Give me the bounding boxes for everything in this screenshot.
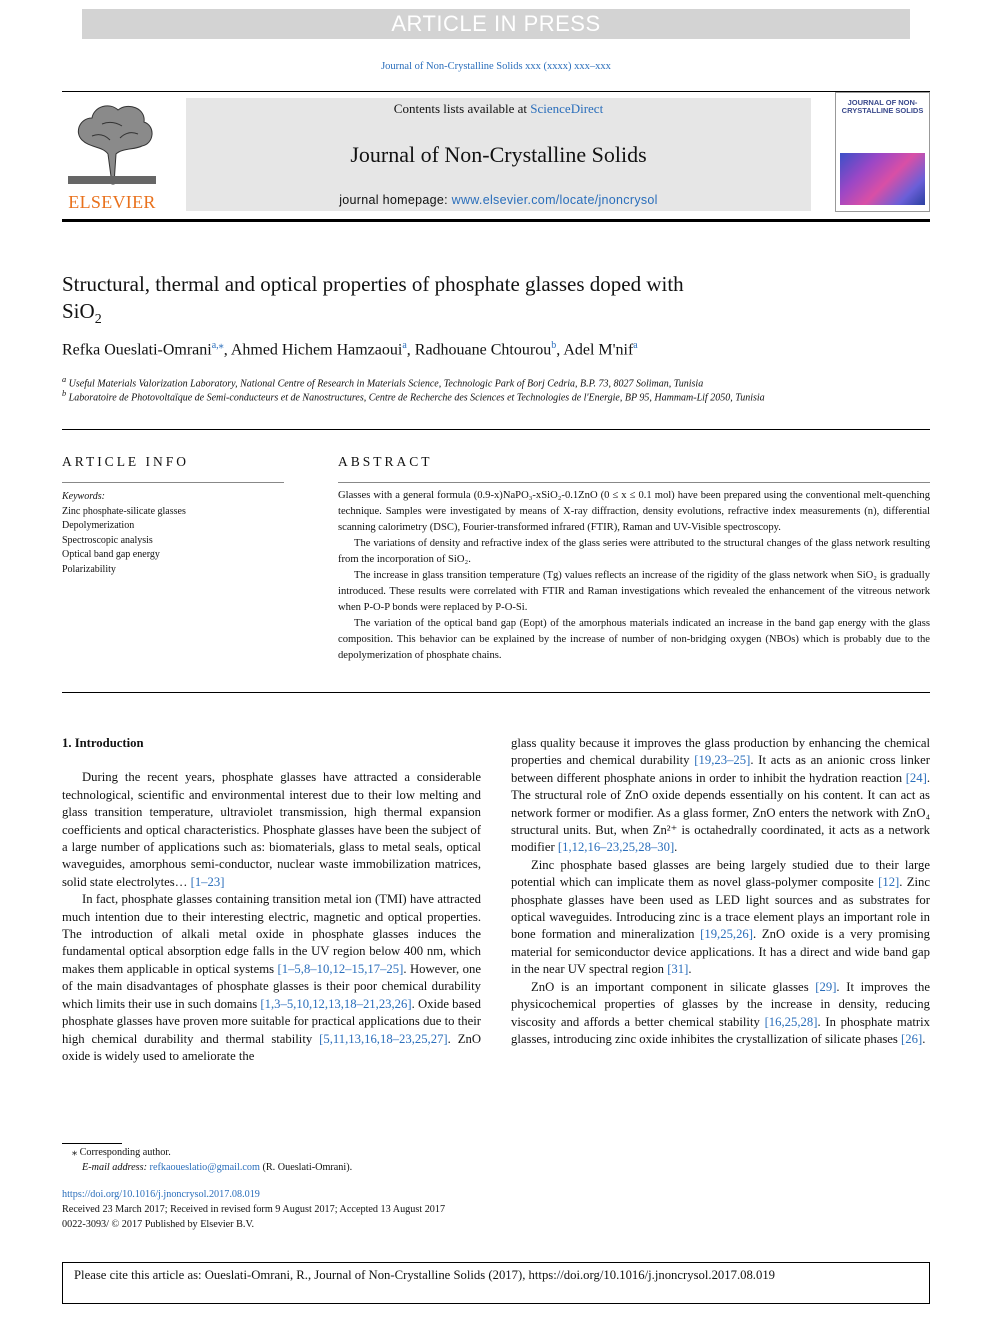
body-text: In fact, phosphate glasses containing transition metal ion (TMI) have attracted much intention due to their interesting electric, magnetic and optical properties. The introduction of alkali metal oxide in phosphate glasses induces the fundamental optical absorption edge falls in the UV region below 400 nm, which makes them applicable in optical systems: [62, 892, 481, 976]
citation-link[interactable]: [19,23–25]: [694, 753, 751, 768]
homepage-prefix: journal homepage:: [339, 193, 452, 207]
author-affiliation-mark[interactable]: a,⁎: [211, 340, 224, 351]
body-text: . However, one of the main disadvantages of phosphate glasses is their poor chemical durability which limits their use in such domains: [62, 961, 481, 1011]
body-text: . In phosphate matrix glasses, introducing zinc oxide inhibites the crystallization of silicate phases: [511, 1014, 930, 1046]
elsevier-publisher-name: ELSEVIER: [68, 192, 156, 212]
corresponding-author-note: ⁎ Corresponding author.: [72, 1147, 171, 1158]
body-text: Zinc phosphate based glasses are being largely studied due to their large potential which can implicate them as novel glass-polymer composite: [511, 857, 930, 890]
copyright-line: 0022-3093/ © 2017 Published by Elsevier B.V.: [62, 1219, 255, 1230]
right-column: [511, 735, 930, 1048]
body-text: . It acts as an anionic cross linker between different phosphate anions in order to inhibit the hydration reaction: [511, 753, 930, 785]
keyword-item: Optical band gap energy: [62, 549, 160, 561]
citation-link[interactable]: [29]: [815, 979, 837, 994]
email-label: E-mail address:: [82, 1162, 150, 1173]
keyword-item: Zinc phosphate-silicate glasses: [62, 505, 186, 517]
abstract-paragraph: The increase in glass transition temperature (Tg) values reflects an increase of the rigidity of the glass network when SiO₂ is gradually introduced. These results were correlated with FTIR and Raman investigations which revealed the enhancement of the vitreous network when P-O-P bonds were replaced by P-O-Si.: [338, 570, 930, 613]
article-title: [62, 271, 930, 333]
author-list: Refka Oueslati-Omrani$^{a,⁎}$, Ahmed Hichem Hamzaoui$^a$, Radhouane Chtourou$^b$, Adel M'nif$^a$: [62, 340, 638, 359]
doi-link[interactable]: https://doi.org/10.1016/j.jnoncrysol.2017.08.019: [62, 1189, 260, 1200]
author-name[interactable]: Refka Oueslati-Omrani: [62, 341, 212, 359]
author-name[interactable]: Adel M'nif: [563, 341, 634, 359]
body-text: . The structural role of ZnO oxide depends essentially on his content. It can act as network former or modifier. As a glass former, ZnO enters the network with ZnO₄ structural units. But, when Zn²⁺ is octahedrally coordinated, it acts as a network modifier: [511, 770, 930, 855]
contents-prefix: Contents lists available at: [393, 101, 531, 116]
citation-link[interactable]: [12]: [878, 875, 900, 890]
journal-reference-link[interactable]: Journal of Non-Crystalline Solids xxx (xxxx) xxx–xxx: [381, 61, 611, 72]
body-text: During the recent years, phosphate glasses have attracted a considerable technological, scientific and environmental interest due to their low melting and glass transition temperature, ultraviolet transmission, high thermal expansion coefficients and optical characteristics. Phosphate glasses have been the subject of a large number of applications such as: biomaterials, glass to metal seals, optical waveguides, amorphous semi-conductor, nuclear waste immobilization matrices, solid state electrolytes…: [62, 770, 481, 889]
abstract-bottom-rule: [62, 692, 930, 693]
title-line-1: Structural, thermal and optical properties of phosphate glasses doped with: [62, 272, 684, 296]
abstract-paragraph: Glasses with a general formula (0.9-x)NaPO₃-xSiO₂-0.1ZnO (0 ≤ x ≤ 0.1 mol) have been prepared using the conventional melt-quenching technique. Samples were investigated by means of X-ray diffraction, density evolutions, refractive index measurements (n), differential scanning calorimetry (DSC), Fourier-transformed infrared (FTIR), Raman and UV-Visible spectroscopy.: [338, 490, 930, 533]
article-info-heading: ARTICLE INFO: [62, 454, 190, 469]
author-name[interactable]: Ahmed Hichem Hamzaoui: [230, 341, 403, 359]
body-text: .: [922, 1031, 926, 1046]
body-text: . It improves the physicochemical properties of glasses by the increase in density, reducing viscosity and affords a better chemical stability: [511, 979, 930, 1029]
affiliation-bottom-rule: [62, 429, 930, 430]
body-paragraph: [511, 857, 930, 979]
author-affiliation-mark[interactable]: a: [633, 340, 638, 351]
citation-link[interactable]: [16,25,28]: [764, 1014, 818, 1029]
section-heading-introduction: 1. Introduction: [62, 736, 144, 750]
journal-homepage-link[interactable]: www.elsevier.com/locate/jnoncrysol: [451, 193, 658, 207]
author-name[interactable]: Radhouane Chtourou: [414, 341, 552, 359]
citation-link[interactable]: [1,12,16–23,25,28–30]: [557, 840, 675, 855]
email-link[interactable]: refkaoueslatio@gmail.com: [149, 1162, 260, 1173]
citation-link[interactable]: [1,3–5,10,12,13,18–21,23,26]: [260, 996, 412, 1011]
body-paragraph: [511, 735, 930, 857]
body-text: . ZnO oxide is a very promising material for semiconductor device applications. It has a direct and wide band gap in the near UV spectral region: [511, 927, 930, 977]
keywords-label: Keywords:: [62, 491, 105, 502]
sciencedirect-link[interactable]: ScienceDirect: [530, 101, 604, 116]
contents-line: [186, 101, 811, 117]
abstract-rule: [338, 482, 930, 483]
cover-artwork: [840, 153, 925, 205]
abstract-paragraph: The variations of density and refractive index of the glass series were attributed to the structural changes of the glass network resulting from the incorporation of SiO₂.: [338, 538, 930, 565]
journal-title: Journal of Non-Crystalline Solids: [350, 142, 647, 167]
citation-link[interactable]: [1–23]: [190, 874, 225, 889]
journal-homepage-line: [186, 193, 811, 207]
title-subscript: 2: [94, 312, 102, 328]
body-text: .: [674, 840, 678, 855]
citation-link[interactable]: [1–5,8–10,12–15,17–25]: [277, 961, 404, 976]
citation-link[interactable]: [26]: [901, 1031, 923, 1046]
author-affiliation-mark[interactable]: a: [402, 340, 407, 351]
title-line-2: SiO: [62, 299, 95, 323]
article-in-press-banner: ARTICLE IN PRESS: [82, 9, 910, 39]
keywords-block: [62, 490, 284, 578]
keywords-rule: [62, 482, 284, 483]
body-text: . ZnO oxide is widely used to ameliorate the: [62, 1031, 481, 1063]
citation-link[interactable]: [31]: [667, 962, 689, 977]
keyword-item: Spectroscopic analysis: [62, 534, 153, 546]
body-text: . Oxide based phosphate glasses have proven more suitable for practical applications due to their high chemical durability and thermal stability: [62, 996, 482, 1046]
affiliation-text: Useful Materials Valorization Laboratory, National Centre of Research in Materials Science, Technologic Park of Borj Cedria, B.P. 73, 8027 Soliman, Tunisia: [68, 378, 704, 390]
email-note: [82, 1161, 352, 1176]
abstract-paragraph: The variation of the optical band gap (Eopt) of the amorphous materials indicated an increase in the band gap energy with the glass composition. This behavior can be explained by the increase of number of non-bridging oxygen (NBOs) which is probably due to the depolymerization of phosphate chains.: [338, 618, 930, 661]
citation-link[interactable]: [19,25,26]: [700, 927, 753, 942]
keyword-item: Depolymerization: [62, 520, 135, 532]
affiliation-text: Laboratoire de Photovoltaïque de Semi-conducteurs et de Nanostructures, Centre de Recherche des Sciences et Technologies de l'Energie, BP 95, Hammam-Lif 2050, Tunisia: [68, 392, 765, 404]
affiliation-b: [62, 387, 930, 405]
cite-this-article-text: Please cite this article as: Oueslati-Omrani, R., Journal of Non-Crystalline Solids (2017), https://doi.org/10.1016/j.jnoncrysol.2017.08.019: [74, 1268, 776, 1282]
abstract-heading: ABSTRACT: [338, 454, 433, 469]
header-bottom-rule: [62, 219, 930, 222]
body-text: glass quality because it improves the glass production by enhancing the chemical properties and chemical durability: [511, 736, 930, 768]
received-dates: Received 23 March 2017; Received in revised form 9 August 2017; Accepted 13 August 2017: [62, 1204, 446, 1215]
body-paragraph: [62, 769, 481, 891]
body-text: .: [688, 962, 692, 977]
body-paragraph: [511, 979, 930, 1049]
cover-title: JOURNAL OF NON-CRYSTALLINE SOLIDS: [841, 98, 924, 115]
citation-link[interactable]: [24]: [905, 770, 927, 785]
email-suffix: (R. Oueslati-Omrani).: [259, 1162, 353, 1173]
left-column: [62, 735, 481, 1065]
footnote-rule: [62, 1143, 122, 1144]
citation-link[interactable]: [5,11,13,16,18–23,25,27]: [319, 1031, 448, 1046]
abstract-body: [338, 488, 930, 664]
affiliation-mark: b: [62, 389, 67, 398]
header-top-rule: [62, 91, 930, 92]
body-paragraph: [62, 891, 481, 1065]
body-text: ZnO is an important component in silicate glasses: [531, 979, 816, 994]
keyword-item: Polarizability: [62, 563, 116, 575]
journal-cover-thumbnail: [835, 92, 930, 212]
body-text: . Zinc phosphate glasses have been used as LED light sources and as substrates for optical waveguides. Introducing zinc is a trace element plays an important role in bone formation and mineralization: [511, 875, 930, 942]
affiliation-mark: a: [62, 375, 67, 384]
author-affiliation-mark[interactable]: b: [551, 340, 557, 351]
